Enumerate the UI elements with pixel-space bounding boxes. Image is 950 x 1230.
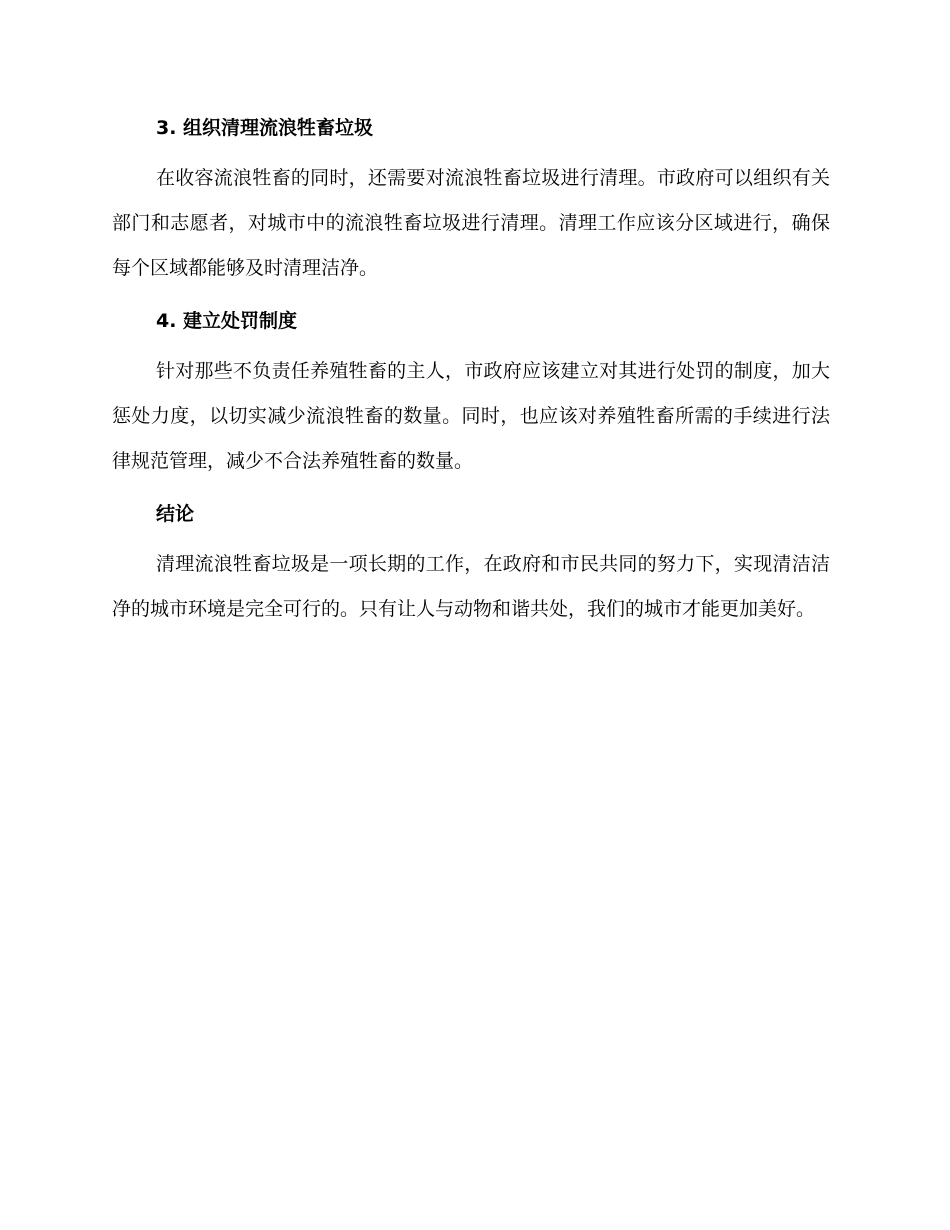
spacer [112,144,830,156]
spacer [112,291,830,305]
spacer [112,530,830,542]
section-body-3: 在收容流浪牲畜的同时，还需要对流浪牲畜垃圾进行清理。市政府可以组织有关部门和志愿者，对城市中的流浪牲畜垃圾进行清理。清理工作应该分区域进行，确保每个区域都能够及时清理洁净。 [112,167,830,279]
section-body-4: 针对那些不负责任养殖牲畜的主人，市政府应该建立对其进行处罚的制度，加大惩处力度，以切实减少流浪牲畜的数量。同时，也应该对养殖牲畜所需的手续进行法律规范管理，减少不合法养殖牲畜的数量。 [112,360,830,472]
spacer [112,337,830,349]
document-page [112,112,830,632]
conclusion-heading: 结论 [156,503,195,525]
spacer [112,484,830,498]
section-heading-4: 4. 建立处罚制度 [156,310,298,332]
conclusion-body: 清理流浪牲畜垃圾是一项长期的工作，在政府和市民共同的努力下，实现清洁洁净的城市环境是完全可行的。只有让人与动物和谐共处，我们的城市才能更加美好。 [112,553,830,620]
section-heading-3: 3. 组织清理流浪牲畜垃圾 [156,117,374,139]
